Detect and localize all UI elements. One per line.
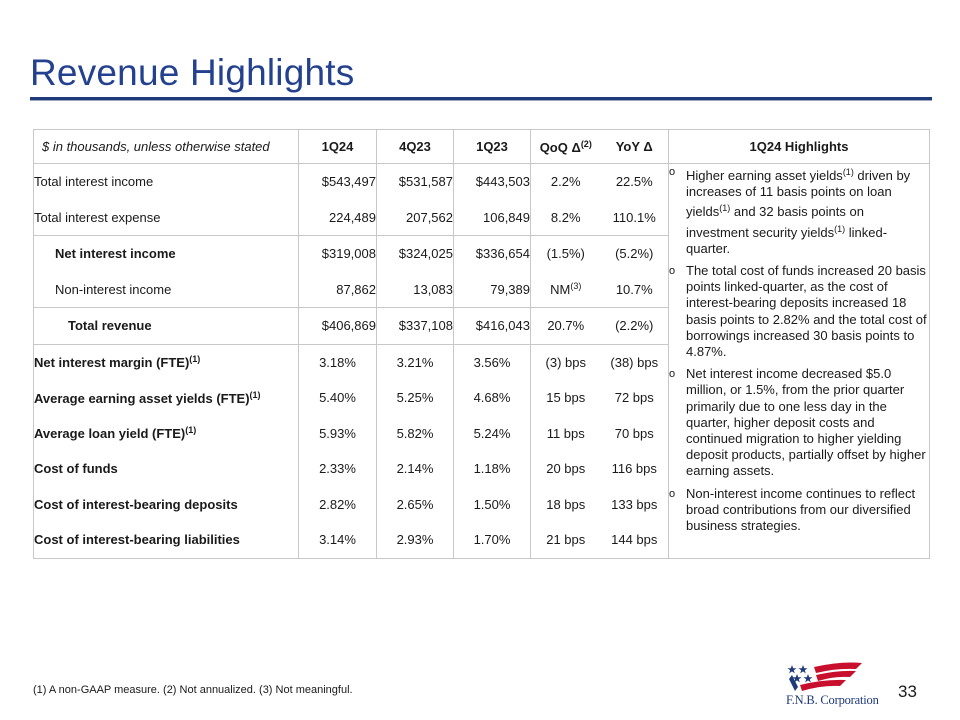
cell-1q23: 106,849 — [454, 200, 531, 236]
highlight-bullet: o The total cost of funds increased 20 basis points linked-quarter, as the cost of interest-bearing deposits increased 18 basis points to 2.82% and the total cost of borrowings increased 30 basis points to 4.87%. — [669, 263, 929, 360]
cell-qoq: 11 bps — [531, 416, 601, 452]
cell-1q24: 2.82% — [299, 487, 377, 523]
cell-1q23: $443,503 — [454, 164, 531, 200]
cell-1q23: $336,654 — [454, 236, 531, 272]
cell-qoq: 8.2% — [531, 200, 601, 236]
cell-1q23: 4.68% — [454, 380, 531, 416]
cell-1q23: $416,043 — [454, 308, 531, 345]
row-label: Cost of interest-bearing deposits — [34, 487, 299, 523]
row-label: Cost of interest-bearing liabilities — [34, 522, 299, 558]
cell-qoq: 18 bps — [531, 487, 601, 523]
cell-1q23: 5.24% — [454, 416, 531, 452]
row-label: Non-interest income — [34, 272, 299, 308]
cell-qoq: 2.2% — [531, 164, 601, 200]
revenue-table — [33, 129, 930, 559]
cell-4q23: $324,025 — [377, 236, 454, 272]
cell-1q24: 2.33% — [299, 451, 377, 487]
cell-4q23: 5.25% — [377, 380, 454, 416]
cell-yoy: 144 bps — [601, 522, 669, 558]
table-header-row — [34, 130, 930, 164]
page-title: Revenue Highlights — [30, 52, 355, 93]
header-1q23: 1Q23 — [454, 130, 531, 164]
row-label: Net interest income — [34, 236, 299, 272]
header-highlights: 1Q24 Highlights — [669, 130, 930, 164]
row-label: Average earning asset yields (FTE)$^{(1)}$ — [34, 380, 299, 416]
cell-qoq: 20.7% — [531, 308, 601, 345]
cell-4q23: 13,083 — [377, 272, 454, 308]
header-1q24: 1Q24 — [299, 130, 377, 164]
cell-1q24: $319,008 — [299, 236, 377, 272]
cell-4q23: 2.93% — [377, 522, 454, 558]
cell-4q23: 5.82% — [377, 416, 454, 452]
highlight-bullet: o Higher earning asset yields$^{(1)}$ driven by increases of 11 basis points on loan yields$^{(1)}$ and 32 basis points on investment security yields$^{(1)}$ linked-quarter. — [669, 164, 929, 257]
row-label: Total interest expense — [34, 200, 299, 236]
cell-yoy: 116 bps — [611, 461, 657, 477]
cell-1q24: 87,862 — [299, 272, 377, 308]
cell-yoy: 72 bps — [614, 390, 654, 406]
highlight-bullet: o Net interest income decreased $5.0 million, or 1.5%, from the prior quarter primarily due to one less day in the quarter, higher deposit costs and continued migration to higher yielding deposit products, partially offset by higher earning assets. — [669, 366, 929, 479]
cell-4q23: 2.14% — [377, 451, 454, 487]
cell-qoq: 20 bps — [531, 451, 601, 487]
cell-qoq: NM$^{(3)}$ — [531, 272, 601, 308]
cell-qoq: (3) bps — [531, 344, 601, 380]
row-label: Net interest margin (FTE)$^{(1)}$ — [34, 344, 299, 380]
cell-yoy: (5.2%) — [601, 236, 669, 272]
footnote: (1) A non-GAAP measure. (2) Not annualized. (3) Not meaningful. — [33, 684, 353, 696]
row-label: Total interest income — [34, 164, 299, 200]
cell-4q23: 2.65% — [377, 487, 454, 523]
highlight-bullet: o Non-interest income continues to reflect broad contributions from our diversified business strategies. — [669, 486, 929, 535]
cell-1q23: 79,389 — [454, 272, 531, 308]
cell-yoy: (2.2%) — [601, 308, 669, 345]
company-name: F.N.B. Corporation — [786, 693, 879, 707]
row-label: Average loan yield (FTE)$^{(1)}$ — [34, 416, 299, 452]
header-qoq: QoQ $\Delta^{(2)}$ — [531, 130, 601, 164]
cell-qoq: 15 bps — [531, 380, 601, 416]
cell-yoy: (38) bps — [601, 344, 669, 380]
cell-qoq: 21 bps — [531, 522, 601, 558]
cell-1q24: 224,489 — [299, 200, 377, 236]
cell-1q24: $543,497 — [299, 164, 377, 200]
cell-yoy: 110.1% — [612, 209, 656, 225]
cell-1q23: 3.56% — [454, 344, 531, 380]
page-number: 33 — [898, 682, 917, 701]
cell-1q23: 1.18% — [454, 451, 531, 487]
row-label: Cost of funds — [34, 451, 299, 487]
cell-4q23: $531,587 — [377, 164, 454, 200]
cell-1q24: 3.18% — [299, 344, 377, 380]
table-row — [34, 164, 930, 200]
row-label: Total revenue — [34, 308, 299, 345]
cell-4q23: 3.21% — [377, 344, 454, 380]
header-yoy: YoY Δ — [601, 130, 669, 164]
cell-1q24: 3.14% — [299, 522, 377, 558]
cell-1q24: 5.93% — [299, 416, 377, 452]
cell-1q23: 1.70% — [454, 522, 531, 558]
cell-1q24: $406,869 — [299, 308, 377, 345]
title-divider-shadow — [30, 100, 932, 101]
cell-4q23: $337,108 — [377, 308, 454, 345]
cell-1q24: 5.40% — [299, 380, 377, 416]
header-units-label: $ in thousands, unless otherwise stated — [34, 130, 299, 164]
header-4q23: 4Q23 — [377, 130, 454, 164]
cell-1q23: 1.50% — [454, 487, 531, 523]
cell-yoy: 70 bps — [614, 425, 654, 441]
highlights-panel — [669, 164, 930, 559]
cell-qoq: (1.5%) — [531, 236, 601, 272]
cell-yoy: 133 bps — [611, 496, 658, 512]
cell-yoy: 10.7% — [615, 281, 653, 297]
cell-4q23: 207,562 — [377, 200, 454, 236]
cell-yoy: 22.5% — [615, 174, 653, 190]
